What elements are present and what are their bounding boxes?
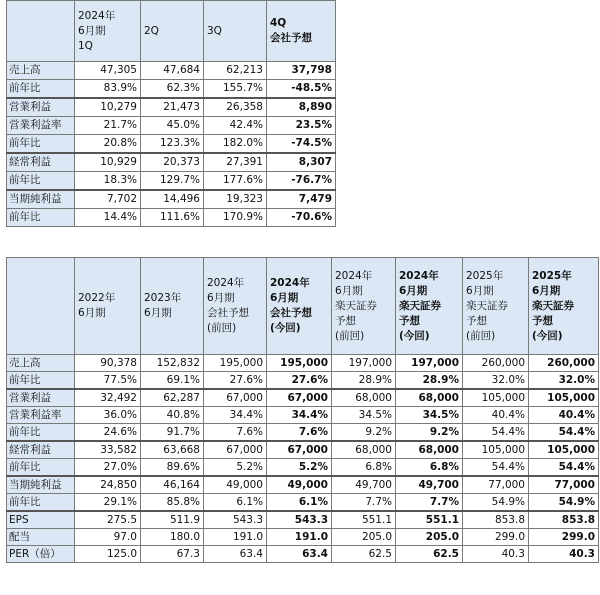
cell: 275.5	[75, 511, 141, 529]
cell: 24.6%	[75, 424, 141, 442]
cell: 10,929	[75, 153, 141, 172]
cell: 6.8%	[332, 459, 396, 477]
cell: 21,473	[141, 98, 204, 117]
cell: 7,702	[75, 190, 141, 209]
row-label: 前年比	[7, 209, 75, 227]
cell: 89.6%	[141, 459, 204, 477]
cell: 180.0	[141, 529, 204, 546]
table-row	[7, 511, 599, 529]
cell: 105,000	[463, 441, 529, 459]
table-row	[7, 190, 336, 209]
table-row	[7, 98, 336, 117]
header-fy2025-rakuten-prev: 2025年 6月期 楽天証券 予想 (前回)	[463, 258, 529, 355]
cell: 20,373	[141, 153, 204, 172]
cell: 182.0%	[204, 135, 267, 154]
cell: 85.8%	[141, 494, 204, 512]
cell: 6.1%	[267, 494, 332, 512]
cell: 197,000	[396, 355, 463, 372]
table-row	[7, 407, 599, 424]
cell: 299.0	[463, 529, 529, 546]
cell: 67,000	[267, 441, 332, 459]
cell: 32.0%	[463, 372, 529, 390]
cell: 18.3%	[75, 172, 141, 191]
row-label: EPS	[7, 511, 75, 529]
table-row	[7, 62, 336, 80]
cell: 9.2%	[332, 424, 396, 442]
header-fy2025-rakuten-now: 2025年 6月期 楽天証券 予想 (今回)	[529, 258, 599, 355]
cell: 7.6%	[204, 424, 267, 442]
cell: 77,000	[529, 476, 599, 494]
cell: 29.1%	[75, 494, 141, 512]
table-row	[7, 153, 336, 172]
table-row	[7, 459, 599, 477]
cell: 23.5%	[267, 117, 336, 135]
cell: 68,000	[396, 441, 463, 459]
cell: 49,000	[267, 476, 332, 494]
cell: 853.8	[463, 511, 529, 529]
cell: 63.4	[267, 546, 332, 563]
cell: 26,358	[204, 98, 267, 117]
cell: 90,378	[75, 355, 141, 372]
cell: 24,850	[75, 476, 141, 494]
cell: 40.4%	[529, 407, 599, 424]
table-row	[7, 476, 599, 494]
cell: 49,000	[204, 476, 267, 494]
table-row	[7, 80, 336, 99]
cell: 54.9%	[463, 494, 529, 512]
cell: 543.3	[267, 511, 332, 529]
header-fy2022: 2022年 6月期	[75, 258, 141, 355]
cell: 42.4%	[204, 117, 267, 135]
cell: 14,496	[141, 190, 204, 209]
table-row	[7, 135, 336, 154]
cell: 8,890	[267, 98, 336, 117]
table-row	[7, 372, 599, 390]
cell: 7.7%	[396, 494, 463, 512]
cell: 54.4%	[463, 424, 529, 442]
cell: 543.3	[204, 511, 267, 529]
cell: 7.6%	[267, 424, 332, 442]
cell: 68,000	[332, 441, 396, 459]
cell: 40.3	[463, 546, 529, 563]
cell: 34.4%	[267, 407, 332, 424]
table-row	[7, 117, 336, 135]
header-2q: 2Q	[141, 1, 204, 62]
cell: 40.3	[529, 546, 599, 563]
cell: 7.7%	[332, 494, 396, 512]
row-label: 経常利益	[7, 153, 75, 172]
cell: 177.6%	[204, 172, 267, 191]
row-label: 当期純利益	[7, 190, 75, 209]
row-label: 前年比	[7, 459, 75, 477]
cell: 40.4%	[463, 407, 529, 424]
header-1q: 2024年 6月期 1Q	[75, 1, 141, 62]
cell: 46,164	[141, 476, 204, 494]
table-row	[7, 424, 599, 442]
cell: 62.3%	[141, 80, 204, 99]
cell: 27.6%	[267, 372, 332, 390]
table-row	[7, 209, 336, 227]
cell: 10,279	[75, 98, 141, 117]
cell: 170.9%	[204, 209, 267, 227]
table-row	[7, 389, 599, 407]
header-4q-forecast: 4Q 会社予想	[267, 1, 336, 62]
cell: 54.4%	[463, 459, 529, 477]
quarterly-results-table	[6, 0, 336, 227]
cell: 14.4%	[75, 209, 141, 227]
header-fy2024-company-prev: 2024年 6月期 会社予想 (前回)	[204, 258, 267, 355]
row-label: 営業利益	[7, 389, 75, 407]
cell: 68,000	[332, 389, 396, 407]
annual-forecast-table	[6, 257, 599, 563]
cell: 5.2%	[204, 459, 267, 477]
cell: 33,582	[75, 441, 141, 459]
cell: 34.5%	[396, 407, 463, 424]
cell: 5.2%	[267, 459, 332, 477]
row-label: PER（倍）	[7, 546, 75, 563]
row-label: 売上高	[7, 62, 75, 80]
cell: 125.0	[75, 546, 141, 563]
cell: 34.5%	[332, 407, 396, 424]
cell: 49,700	[332, 476, 396, 494]
cell: 191.0	[204, 529, 267, 546]
cell: 123.3%	[141, 135, 204, 154]
cell: 27.6%	[204, 372, 267, 390]
cell: 54.4%	[529, 424, 599, 442]
header-fy2024-company-now: 2024年 6月期 会社予想 (今回)	[267, 258, 332, 355]
row-label: 営業利益	[7, 98, 75, 117]
header-corner	[7, 1, 75, 62]
cell: 49,700	[396, 476, 463, 494]
row-label: 経常利益	[7, 441, 75, 459]
cell: 62.5	[396, 546, 463, 563]
cell: 67,000	[267, 389, 332, 407]
cell: 260,000	[529, 355, 599, 372]
cell: 77,000	[463, 476, 529, 494]
cell: 105,000	[529, 389, 599, 407]
row-label: 前年比	[7, 424, 75, 442]
row-label: 前年比	[7, 494, 75, 512]
row-label: 前年比	[7, 172, 75, 191]
cell: 34.4%	[204, 407, 267, 424]
row-label: 前年比	[7, 135, 75, 154]
cell: 129.7%	[141, 172, 204, 191]
cell: 551.1	[332, 511, 396, 529]
cell: 63,668	[141, 441, 204, 459]
cell: -76.7%	[267, 172, 336, 191]
cell: 32,492	[75, 389, 141, 407]
row-label: 売上高	[7, 355, 75, 372]
cell: 8,307	[267, 153, 336, 172]
row-label: 前年比	[7, 80, 75, 99]
cell: 195,000	[267, 355, 332, 372]
cell: 97.0	[75, 529, 141, 546]
cell: 47,684	[141, 62, 204, 80]
cell: 45.0%	[141, 117, 204, 135]
cell: 21.7%	[75, 117, 141, 135]
cell: 205.0	[396, 529, 463, 546]
table-row	[7, 172, 336, 191]
cell: 197,000	[332, 355, 396, 372]
table-row	[7, 494, 599, 512]
cell: 551.1	[396, 511, 463, 529]
cell: 63.4	[204, 546, 267, 563]
row-label: 配当	[7, 529, 75, 546]
row-label: 営業利益率	[7, 117, 75, 135]
cell: 77.5%	[75, 372, 141, 390]
cell: 54.9%	[529, 494, 599, 512]
cell: 28.9%	[332, 372, 396, 390]
cell: 91.7%	[141, 424, 204, 442]
cell: 54.4%	[529, 459, 599, 477]
table-row	[7, 546, 599, 563]
cell: 6.8%	[396, 459, 463, 477]
header-fy2024-rakuten-now: 2024年 6月期 楽天証券 予想 (今回)	[396, 258, 463, 355]
cell: 111.6%	[141, 209, 204, 227]
cell: 6.1%	[204, 494, 267, 512]
cell: 260,000	[463, 355, 529, 372]
cell: 62.5	[332, 546, 396, 563]
cell: 32.0%	[529, 372, 599, 390]
row-label: 前年比	[7, 372, 75, 390]
cell: 20.8%	[75, 135, 141, 154]
cell: 40.8%	[141, 407, 204, 424]
cell: 19,323	[204, 190, 267, 209]
cell: 83.9%	[75, 80, 141, 99]
cell: 105,000	[463, 389, 529, 407]
cell: 195,000	[204, 355, 267, 372]
cell: 9.2%	[396, 424, 463, 442]
header-fy2023: 2023年 6月期	[141, 258, 204, 355]
cell: 511.9	[141, 511, 204, 529]
cell: 67,000	[204, 389, 267, 407]
cell: 69.1%	[141, 372, 204, 390]
cell: 205.0	[332, 529, 396, 546]
cell: 62,213	[204, 62, 267, 80]
cell: 67.3	[141, 546, 204, 563]
row-label: 営業利益率	[7, 407, 75, 424]
cell: 37,798	[267, 62, 336, 80]
cell: 27.0%	[75, 459, 141, 477]
header-fy2024-rakuten-prev: 2024年 6月期 楽天証券 予想 (前回)	[332, 258, 396, 355]
cell: 47,305	[75, 62, 141, 80]
cell: 191.0	[267, 529, 332, 546]
cell: 853.8	[529, 511, 599, 529]
cell: 36.0%	[75, 407, 141, 424]
row-label: 当期純利益	[7, 476, 75, 494]
cell: 62,287	[141, 389, 204, 407]
table-row	[7, 441, 599, 459]
cell: 155.7%	[204, 80, 267, 99]
cell: 27,391	[204, 153, 267, 172]
cell: 105,000	[529, 441, 599, 459]
table-row	[7, 529, 599, 546]
cell: 299.0	[529, 529, 599, 546]
cell: 28.9%	[396, 372, 463, 390]
table-row	[7, 355, 599, 372]
header-3q: 3Q	[204, 1, 267, 62]
cell: -70.6%	[267, 209, 336, 227]
cell: 152,832	[141, 355, 204, 372]
header-corner	[7, 258, 75, 355]
cell: 67,000	[204, 441, 267, 459]
cell: 68,000	[396, 389, 463, 407]
cell: 7,479	[267, 190, 336, 209]
cell: -48.5%	[267, 80, 336, 99]
cell: -74.5%	[267, 135, 336, 154]
